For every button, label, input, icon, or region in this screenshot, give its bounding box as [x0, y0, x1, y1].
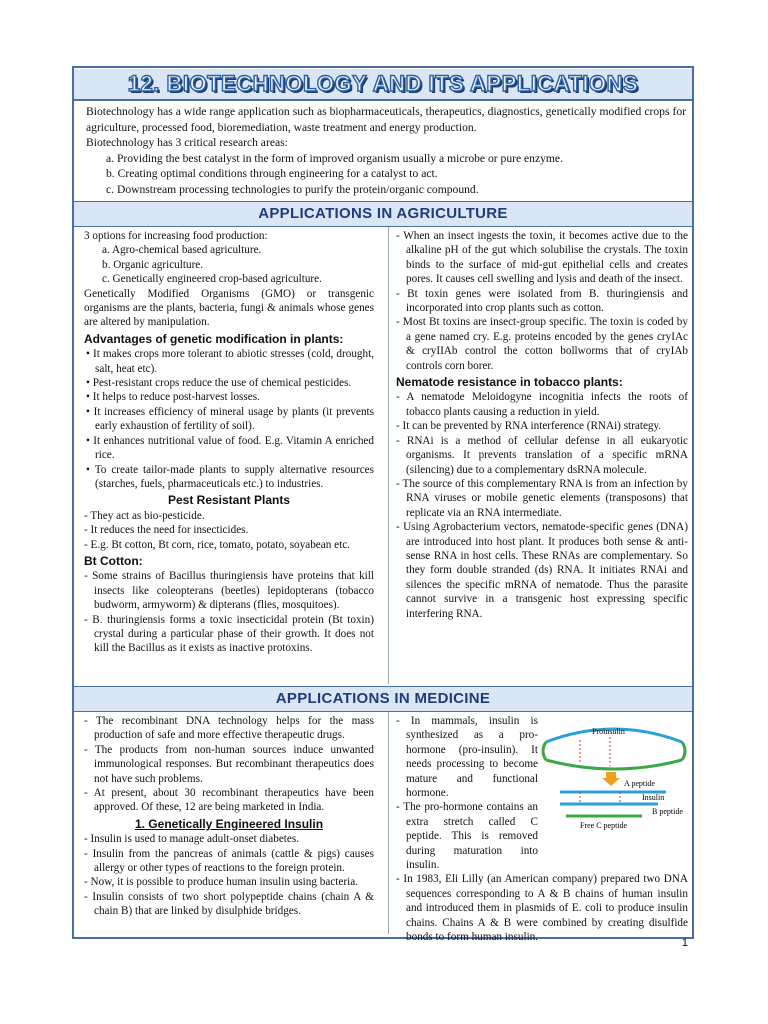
page-number: 1 [681, 937, 688, 949]
insulin-label: Insulin [642, 793, 665, 802]
free-c-peptide-label: Free C peptide [580, 821, 628, 830]
list-item: - In mammals, insulin is synthesized as a pro-hormone (pro-insulin). It needs processing to become mature and functional hormone. [396, 714, 538, 800]
insulin-list [84, 832, 374, 918]
list-item: b. Organic agriculture. [102, 258, 204, 271]
list-item: • It enhances nutritional value of food. E.g. Vitamin A enriched rice. [84, 434, 374, 463]
agriculture-left-column [84, 229, 374, 656]
agriculture-heading: APPLICATIONS IN AGRICULTURE [74, 201, 692, 227]
page-title-banner [74, 69, 692, 101]
gmo-definition: Genetically Modified Organisms (GMO) or transgenic organisms are the plants, bacteria, fungi & animals whose genes are altered by manipulation. [84, 287, 374, 329]
list-item: - Some strains of Bacillus thuringiensis have proteins that kill insects like coleopterans (beetles) lepidopterans (tobacco budworm, armyworm) & dipterans (flies, mosquitoes). [84, 569, 374, 612]
list-item: - B. thuringiensis forms a toxic insecticidal protein (Bt toxin) crystal during a particular phase of their growth. It does not kill the Bacillus as it exists as inactive protoxins. [84, 613, 374, 656]
list-item: - Insulin from the pancreas of animals (cattle & pigs) causes allergy or other types of reactions to the foreign protein. [84, 847, 374, 876]
pest-resistant-heading: Pest Resistant Plants [167, 493, 291, 508]
nematode-list [396, 390, 688, 621]
list-item: - Using Agrobacterium vectors, nematode-specific genes (DNA) are introduced into host plant. It produces both sense & anti-sense RNA in host cells. These RNAs are complementary. So they form double stranded (ds) RNA. It initiates RNAi and silences the specific mRNA of nematode. Thus the parasite cannot survive in a transgenic host expressing specific interfering RNA. [396, 520, 688, 621]
list-item: - The pro-hormone contains an extra stretch called C peptide. This is removed during maturation into insulin. [396, 800, 538, 872]
advantages-heading: Advantages of genetic modification in plants: [84, 331, 344, 346]
list-item: - At present, about 30 recombinant therapeutics have been approved. Of these, 12 are being marketed in India. [84, 786, 374, 815]
list-item: c. Downstream processing technologies to purify the protein/organic compound. [106, 182, 479, 196]
medicine-intro-list [84, 714, 374, 815]
page-title: 12. BIOTECHNOLOGY AND ITS APPLICATIONS [127, 71, 639, 96]
insulin-heading: 1. Genetically Engineered Insulin [134, 816, 324, 831]
list-item: • Pest-resistant crops reduce the use of chemical pesticides. [84, 376, 374, 390]
list-item: • To create tailor-made plants to supply alternative resources (starches, fuels, pharmaceuticals etc.) to industries. [84, 463, 374, 492]
list-item: c. Genetically engineered crop-based agriculture. [102, 273, 322, 286]
research-areas-intro: Biotechnology has 3 critical research areas: [86, 136, 288, 149]
proinsulin-lower-chain [546, 760, 682, 769]
list-item: - The source of this complementary RNA is from an infection by RNA viruses or mobile genetic elements (transposons) that replicate via an RNA intermediate. [396, 477, 688, 520]
bt-continued-list [396, 229, 688, 373]
list-item: - They act as bio-pesticide. [84, 509, 374, 523]
list-item: - E.g. Bt cotton, Bt corn, rice, tomato, potato, soyabean etc. [84, 538, 374, 552]
b-peptide-label: B peptide [652, 807, 683, 816]
options-list [84, 243, 374, 286]
column-divider [388, 227, 389, 684]
proinsulin-diagram [540, 720, 688, 832]
nematode-heading: Nematode resistance in tobacco plants: [396, 375, 623, 390]
list-item: b. Creating optimal conditions through engineering for a catalyst to act. [106, 167, 438, 180]
a-peptide-label: A peptide [624, 779, 655, 788]
list-item: • It helps to reduce post-harvest losses. [84, 390, 374, 404]
intro-paragraph: Biotechnology has a wide range application such as biopharmaceuticals, therapeutics, diagnostics, genetically modified crops for agriculture, processed food, bioremediation, waste treatment and energy production. [86, 105, 686, 134]
bt-cotton-heading: Bt Cotton: [84, 553, 143, 568]
proinsulin-label: Proinsulin [592, 727, 625, 736]
research-areas-list [86, 151, 686, 198]
bt-cotton-list [84, 569, 374, 655]
agriculture-right-column [396, 229, 688, 621]
c-peptide-loop-left [543, 742, 546, 760]
intro-section [86, 104, 686, 197]
list-item: - Bt toxin genes were isolated from B. thuringiensis and incorporated into crop plants such as cotton. [396, 287, 688, 316]
pest-resistant-list [84, 509, 374, 552]
options-intro: 3 options for increasing food production: [84, 230, 268, 242]
list-item: - When an insect ingests the toxin, it becomes active due to the alkaline pH of the gut which solubilise the crystals. The toxin binds to the surface of mid-gut epithelial cells and creates pores. It causes cell swelling and lysis and death of the insect. [396, 229, 688, 287]
arrow-down-icon [602, 772, 620, 786]
list-item: a. Providing the best catalyst in the form of improved organism usually a microbe or pure enzyme. [106, 151, 563, 165]
list-item: - Now, it is possible to produce human insulin using bacteria. [84, 875, 374, 889]
list-item: - A nematode Meloidogyne incognitia infects the roots of tobacco plants causing a reduction in yield. [396, 390, 688, 419]
list-item: - RNAi is a method of cellular defense in all eukaryotic organisms. It prevents translation of a specific mRNA (silencing) due to a complementary dsRNA molecule. [396, 434, 688, 477]
list-item: - It reduces the need for insecticides. [84, 523, 374, 537]
list-item: - Insulin consists of two short polypeptide chains (chain A & chain B) that are linked by disulphide bridges. [84, 890, 374, 919]
medicine-heading: APPLICATIONS IN MEDICINE [74, 686, 692, 712]
list-item: • It increases efficiency of mineral usage by plants (it prevents early exhaustion of fertility of soil). [84, 405, 374, 434]
list-item: • It makes crops more tolerant to abiotic stresses (cold, drought, salt, heat etc). [84, 347, 374, 376]
c-peptide-loop-right [682, 742, 685, 760]
list-item: - In 1983, Eli Lilly (an American company) prepared two DNA sequences corresponding to A & B chains of human insulin and introduced them in plasmids of E. coli to produce insulin chains. Chains A & B were combined by creating disulfide bonds to form human insulin. [396, 872, 688, 944]
advantages-list [84, 347, 374, 491]
list-item: a. Agro-chemical based agriculture. [102, 244, 262, 257]
list-item: - The products from non-human sources induce unwanted immunological responses. But recombinant therapeutics does not have such problems. [84, 743, 374, 786]
list-item: - The recombinant DNA technology helps for the mass production of safe and more effective therapeutic drugs. [84, 714, 374, 743]
medicine-left-column [84, 714, 374, 919]
list-item: - It can be prevented by RNA interference (RNAi) strategy. [396, 419, 688, 433]
list-item: - Most Bt toxins are insect-group specific. The toxin is coded by a gene named cry. E.g. proteins encoded by the genes cryIAc & cryIIAb control the cotton bollworms that of cryIAb controls corn borer. [396, 315, 688, 373]
list-item: - Insulin is used to manage adult-onset diabetes. [84, 832, 374, 846]
column-divider [388, 712, 389, 934]
